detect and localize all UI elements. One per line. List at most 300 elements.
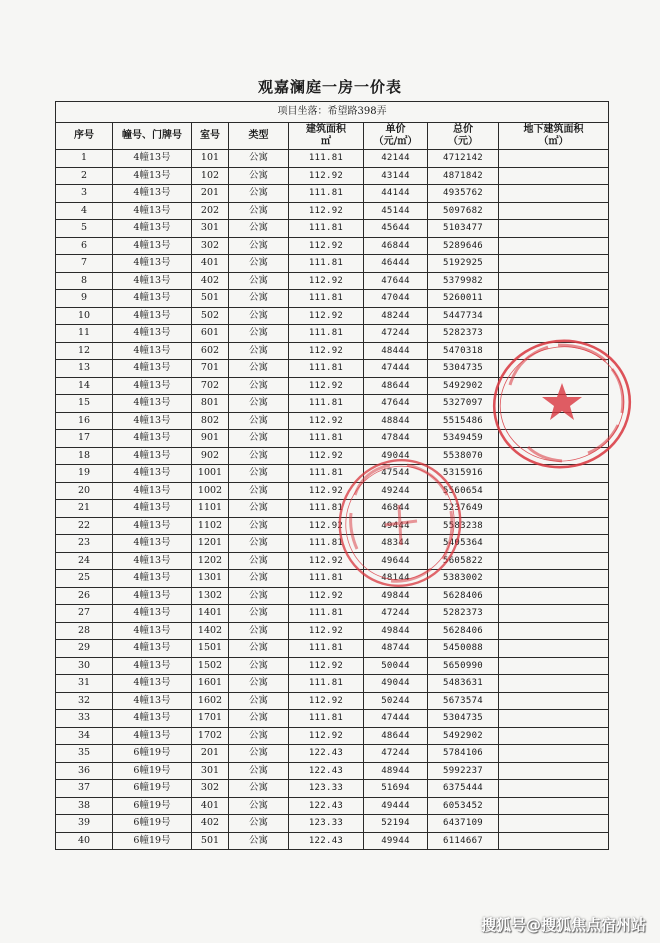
cell-total-price: 5315916: [428, 465, 499, 483]
cell-total-price: 5583238: [428, 517, 499, 535]
cell-building: 4幢13号: [113, 430, 192, 448]
cell-underground-area: [499, 220, 609, 238]
cell-underground-area: [499, 185, 609, 203]
cell-area: 123.33: [289, 780, 364, 798]
cell-room: 1102: [192, 517, 229, 535]
cell-room: 501: [192, 290, 229, 308]
cell-underground-area: [499, 535, 609, 553]
cell-total-price: 5560654: [428, 482, 499, 500]
cell-building: 4幢13号: [113, 325, 192, 343]
cell-seq: 15: [56, 395, 113, 413]
table-row: [56, 745, 609, 763]
cell-area: 112.92: [289, 412, 364, 430]
table-row: [56, 412, 609, 430]
cell-unit-price: 49944: [364, 832, 428, 850]
cell-unit-price: 45144: [364, 202, 428, 220]
table-row: [56, 657, 609, 675]
cell-total-price: 5538070: [428, 447, 499, 465]
header-underground-unit: （㎡）: [538, 136, 569, 147]
cell-seq: 2: [56, 167, 113, 185]
cell-area: 111.81: [289, 185, 364, 203]
cell-type: 公寓: [229, 535, 289, 553]
cell-area: 111.81: [289, 465, 364, 483]
cell-underground-area: [499, 307, 609, 325]
cell-room: 102: [192, 167, 229, 185]
cell-room: 402: [192, 815, 229, 833]
cell-building: 6幢19号: [113, 832, 192, 850]
table-body: [56, 150, 609, 850]
cell-area: 112.92: [289, 342, 364, 360]
cell-type: 公寓: [229, 412, 289, 430]
cell-seq: 33: [56, 710, 113, 728]
cell-type: 公寓: [229, 185, 289, 203]
price-table: [55, 101, 609, 850]
table-row: [56, 535, 609, 553]
cell-room: 701: [192, 360, 229, 378]
table-row: [56, 465, 609, 483]
cell-area: 111.81: [289, 290, 364, 308]
cell-room: 1502: [192, 657, 229, 675]
cell-total-price: 5673574: [428, 692, 499, 710]
cell-building: 4幢13号: [113, 377, 192, 395]
cell-room: 1201: [192, 535, 229, 553]
cell-underground-area: [499, 622, 609, 640]
cell-underground-area: [499, 727, 609, 745]
table-row: [56, 587, 609, 605]
cell-unit-price: 48144: [364, 570, 428, 588]
cell-building: 4幢13号: [113, 710, 192, 728]
cell-seq: 34: [56, 727, 113, 745]
cell-total-price: 4935762: [428, 185, 499, 203]
cell-unit-price: 49444: [364, 517, 428, 535]
table-row: [56, 605, 609, 623]
cell-building: 4幢13号: [113, 605, 192, 623]
cell-unit-price: 48644: [364, 727, 428, 745]
table-row: [56, 150, 609, 168]
cell-underground-area: [499, 780, 609, 798]
cell-unit-price: 48844: [364, 412, 428, 430]
cell-underground-area: [499, 640, 609, 658]
cell-type: 公寓: [229, 552, 289, 570]
cell-building: 6幢19号: [113, 745, 192, 763]
cell-seq: 7: [56, 255, 113, 273]
cell-type: 公寓: [229, 797, 289, 815]
cell-underground-area: [499, 797, 609, 815]
cell-room: 1701: [192, 710, 229, 728]
cell-total-price: 5282373: [428, 325, 499, 343]
cell-unit-price: 49044: [364, 675, 428, 693]
cell-total-price: 5405364: [428, 535, 499, 553]
cell-building: 4幢13号: [113, 517, 192, 535]
cell-unit-price: 49444: [364, 797, 428, 815]
cell-building: 4幢13号: [113, 255, 192, 273]
cell-type: 公寓: [229, 762, 289, 780]
cell-underground-area: [499, 517, 609, 535]
cell-building: 6幢19号: [113, 762, 192, 780]
header-underground-area: [499, 123, 609, 150]
cell-room: 201: [192, 185, 229, 203]
cell-total-price: 5515486: [428, 412, 499, 430]
cell-area: 111.81: [289, 360, 364, 378]
cell-building: 4幢13号: [113, 360, 192, 378]
cell-area: 111.81: [289, 675, 364, 693]
cell-area: 112.92: [289, 552, 364, 570]
cell-room: 1101: [192, 500, 229, 518]
cell-building: 6幢19号: [113, 780, 192, 798]
cell-type: 公寓: [229, 342, 289, 360]
header-type: 类型: [229, 123, 289, 150]
cell-unit-price: 48344: [364, 535, 428, 553]
cell-unit-price: 48444: [364, 342, 428, 360]
cell-area: 112.92: [289, 622, 364, 640]
cell-unit-price: 49044: [364, 447, 428, 465]
cell-seq: 38: [56, 797, 113, 815]
cell-area: 111.81: [289, 710, 364, 728]
cell-type: 公寓: [229, 657, 289, 675]
cell-building: 4幢13号: [113, 150, 192, 168]
cell-underground-area: [499, 710, 609, 728]
header-total-price: [428, 123, 499, 150]
cell-underground-area: [499, 412, 609, 430]
cell-underground-area: [499, 202, 609, 220]
cell-seq: 40: [56, 832, 113, 850]
cell-seq: 29: [56, 640, 113, 658]
table-row: [56, 762, 609, 780]
cell-room: 1301: [192, 570, 229, 588]
cell-building: 4幢13号: [113, 395, 192, 413]
cell-type: 公寓: [229, 290, 289, 308]
table-row: [56, 447, 609, 465]
cell-underground-area: [499, 657, 609, 675]
table-row: [56, 482, 609, 500]
cell-total-price: 5483631: [428, 675, 499, 693]
header-total-price-unit: （元）: [448, 136, 478, 147]
cell-seq: 23: [56, 535, 113, 553]
cell-seq: 26: [56, 587, 113, 605]
table-row: [56, 622, 609, 640]
cell-type: 公寓: [229, 745, 289, 763]
cell-area: 112.92: [289, 447, 364, 465]
table-row: [56, 202, 609, 220]
cell-type: 公寓: [229, 815, 289, 833]
cell-building: 4幢13号: [113, 482, 192, 500]
cell-unit-price: 49844: [364, 587, 428, 605]
cell-room: 501: [192, 832, 229, 850]
cell-room: 401: [192, 255, 229, 273]
cell-seq: 6: [56, 237, 113, 255]
cell-building: 4幢13号: [113, 465, 192, 483]
cell-room: 1302: [192, 587, 229, 605]
cell-type: 公寓: [229, 780, 289, 798]
cell-unit-price: 46844: [364, 500, 428, 518]
cell-underground-area: [499, 360, 609, 378]
cell-total-price: 5628406: [428, 587, 499, 605]
cell-total-price: 5304735: [428, 360, 499, 378]
cell-area: 112.92: [289, 377, 364, 395]
table-row: [56, 255, 609, 273]
header-row: [56, 123, 609, 150]
cell-area: 112.92: [289, 517, 364, 535]
cell-room: 1402: [192, 622, 229, 640]
cell-underground-area: [499, 290, 609, 308]
location-row: [56, 102, 609, 123]
cell-unit-price: 47044: [364, 290, 428, 308]
cell-area: 122.43: [289, 832, 364, 850]
cell-total-price: 5492902: [428, 727, 499, 745]
cell-unit-price: 47544: [364, 465, 428, 483]
cell-seq: 20: [56, 482, 113, 500]
cell-type: 公寓: [229, 500, 289, 518]
cell-total-price: 6053452: [428, 797, 499, 815]
table-row: [56, 377, 609, 395]
cell-underground-area: [499, 272, 609, 290]
cell-unit-price: 42144: [364, 150, 428, 168]
table-row: [56, 430, 609, 448]
cell-building: 4幢13号: [113, 185, 192, 203]
cell-underground-area: [499, 255, 609, 273]
cell-type: 公寓: [229, 237, 289, 255]
cell-total-price: 5784106: [428, 745, 499, 763]
cell-type: 公寓: [229, 832, 289, 850]
cell-seq: 37: [56, 780, 113, 798]
cell-type: 公寓: [229, 570, 289, 588]
table-row: [56, 832, 609, 850]
cell-room: 202: [192, 202, 229, 220]
cell-unit-price: 48744: [364, 640, 428, 658]
cell-room: 1401: [192, 605, 229, 623]
cell-room: 1601: [192, 675, 229, 693]
cell-type: 公寓: [229, 447, 289, 465]
table-row: [56, 675, 609, 693]
cell-underground-area: [499, 447, 609, 465]
cell-room: 602: [192, 342, 229, 360]
cell-room: 502: [192, 307, 229, 325]
cell-building: 4幢13号: [113, 675, 192, 693]
cell-unit-price: 47244: [364, 745, 428, 763]
cell-unit-price: 43144: [364, 167, 428, 185]
cell-seq: 4: [56, 202, 113, 220]
cell-underground-area: [499, 325, 609, 343]
table-row: [56, 167, 609, 185]
table-row: [56, 395, 609, 413]
cell-unit-price: 47844: [364, 430, 428, 448]
table-row: [56, 185, 609, 203]
cell-total-price: 5103477: [428, 220, 499, 238]
watermark-text: 搜狐号@搜狐焦点宿州站: [480, 916, 646, 934]
cell-seq: 10: [56, 307, 113, 325]
cell-underground-area: [499, 692, 609, 710]
table-row: [56, 815, 609, 833]
cell-type: 公寓: [229, 587, 289, 605]
cell-unit-price: 48644: [364, 377, 428, 395]
cell-building: 4幢13号: [113, 167, 192, 185]
cell-area: 112.92: [289, 727, 364, 745]
cell-underground-area: [499, 570, 609, 588]
cell-seq: 3: [56, 185, 113, 203]
cell-type: 公寓: [229, 395, 289, 413]
cell-seq: 36: [56, 762, 113, 780]
cell-type: 公寓: [229, 605, 289, 623]
cell-type: 公寓: [229, 675, 289, 693]
table-row: [56, 640, 609, 658]
cell-room: 1501: [192, 640, 229, 658]
cell-building: 6幢19号: [113, 797, 192, 815]
cell-room: 1202: [192, 552, 229, 570]
cell-total-price: 5383002: [428, 570, 499, 588]
cell-seq: 27: [56, 605, 113, 623]
header-building: 幢号、门牌号: [113, 123, 192, 150]
cell-unit-price: 49644: [364, 552, 428, 570]
cell-area: 111.81: [289, 535, 364, 553]
cell-seq: 35: [56, 745, 113, 763]
cell-total-price: 5379982: [428, 272, 499, 290]
table-row: [56, 780, 609, 798]
cell-seq: 14: [56, 377, 113, 395]
cell-total-price: 4712142: [428, 150, 499, 168]
cell-area: 112.92: [289, 692, 364, 710]
cell-area: 112.92: [289, 307, 364, 325]
cell-underground-area: [499, 237, 609, 255]
table-row: [56, 517, 609, 535]
cell-room: 702: [192, 377, 229, 395]
cell-seq: 30: [56, 657, 113, 675]
cell-seq: 5: [56, 220, 113, 238]
cell-type: 公寓: [229, 430, 289, 448]
header-area-label: 建筑面积: [306, 124, 346, 135]
cell-unit-price: 49244: [364, 482, 428, 500]
cell-total-price: 4871842: [428, 167, 499, 185]
cell-building: 4幢13号: [113, 342, 192, 360]
cell-type: 公寓: [229, 360, 289, 378]
cell-room: 301: [192, 762, 229, 780]
cell-seq: 18: [56, 447, 113, 465]
cell-area: 111.81: [289, 570, 364, 588]
cell-area: 111.81: [289, 605, 364, 623]
cell-room: 801: [192, 395, 229, 413]
cell-underground-area: [499, 832, 609, 850]
cell-underground-area: [499, 482, 609, 500]
cell-type: 公寓: [229, 517, 289, 535]
header-area-unit: ㎡: [321, 136, 331, 147]
cell-underground-area: [499, 167, 609, 185]
cell-building: 4幢13号: [113, 307, 192, 325]
cell-seq: 24: [56, 552, 113, 570]
table-row: [56, 272, 609, 290]
table-row: [56, 307, 609, 325]
table-row: [56, 237, 609, 255]
header-unit-price-label: 单价: [385, 124, 406, 135]
cell-type: 公寓: [229, 692, 289, 710]
cell-underground-area: [499, 395, 609, 413]
cell-seq: 32: [56, 692, 113, 710]
cell-type: 公寓: [229, 272, 289, 290]
cell-underground-area: [499, 587, 609, 605]
cell-building: 4幢13号: [113, 237, 192, 255]
table-row: [56, 552, 609, 570]
cell-seq: 28: [56, 622, 113, 640]
cell-building: 4幢13号: [113, 272, 192, 290]
cell-unit-price: 47444: [364, 710, 428, 728]
cell-unit-price: 45644: [364, 220, 428, 238]
header-seq: 序号: [56, 123, 113, 150]
cell-total-price: 5628406: [428, 622, 499, 640]
cell-building: 4幢13号: [113, 220, 192, 238]
cell-area: 111.81: [289, 430, 364, 448]
cell-seq: 17: [56, 430, 113, 448]
cell-underground-area: [499, 150, 609, 168]
cell-room: 802: [192, 412, 229, 430]
cell-room: 902: [192, 447, 229, 465]
cell-total-price: 5349459: [428, 430, 499, 448]
header-area: [289, 123, 364, 150]
cell-seq: 13: [56, 360, 113, 378]
cell-underground-area: [499, 342, 609, 360]
cell-type: 公寓: [229, 482, 289, 500]
cell-seq: 8: [56, 272, 113, 290]
cell-room: 302: [192, 237, 229, 255]
cell-unit-price: 52194: [364, 815, 428, 833]
cell-area: 112.92: [289, 272, 364, 290]
cell-area: 112.92: [289, 237, 364, 255]
cell-unit-price: 50244: [364, 692, 428, 710]
cell-seq: 11: [56, 325, 113, 343]
cell-underground-area: [499, 500, 609, 518]
table-row: [56, 727, 609, 745]
header-unit-price-unit: （元/㎡）: [373, 136, 418, 147]
table-row: [56, 710, 609, 728]
cell-seq: 22: [56, 517, 113, 535]
cell-underground-area: [499, 552, 609, 570]
table-row: [56, 220, 609, 238]
cell-building: 4幢13号: [113, 657, 192, 675]
cell-seq: 19: [56, 465, 113, 483]
cell-seq: 39: [56, 815, 113, 833]
header-underground-label: 地下建筑面积: [523, 124, 584, 135]
cell-type: 公寓: [229, 255, 289, 273]
cell-total-price: 5605822: [428, 552, 499, 570]
cell-unit-price: 47244: [364, 605, 428, 623]
cell-building: 4幢13号: [113, 587, 192, 605]
cell-area: 111.81: [289, 500, 364, 518]
cell-area: 122.43: [289, 745, 364, 763]
cell-area: 112.92: [289, 482, 364, 500]
header-room: 室号: [192, 123, 229, 150]
cell-type: 公寓: [229, 202, 289, 220]
cell-underground-area: [499, 430, 609, 448]
cell-area: 111.81: [289, 255, 364, 273]
cell-type: 公寓: [229, 325, 289, 343]
cell-room: 101: [192, 150, 229, 168]
table-row: [56, 342, 609, 360]
cell-total-price: 5289646: [428, 237, 499, 255]
cell-total-price: 5304735: [428, 710, 499, 728]
header-unit-price: [364, 123, 428, 150]
cell-total-price: 5450088: [428, 640, 499, 658]
cell-seq: 16: [56, 412, 113, 430]
table-row: [56, 360, 609, 378]
cell-total-price: 6437109: [428, 815, 499, 833]
cell-total-price: 5492902: [428, 377, 499, 395]
cell-room: 901: [192, 430, 229, 448]
cell-unit-price: 51694: [364, 780, 428, 798]
cell-underground-area: [499, 465, 609, 483]
cell-unit-price: 50044: [364, 657, 428, 675]
table-row: [56, 797, 609, 815]
cell-area: 111.81: [289, 150, 364, 168]
cell-seq: 1: [56, 150, 113, 168]
cell-total-price: 5260011: [428, 290, 499, 308]
cell-type: 公寓: [229, 710, 289, 728]
